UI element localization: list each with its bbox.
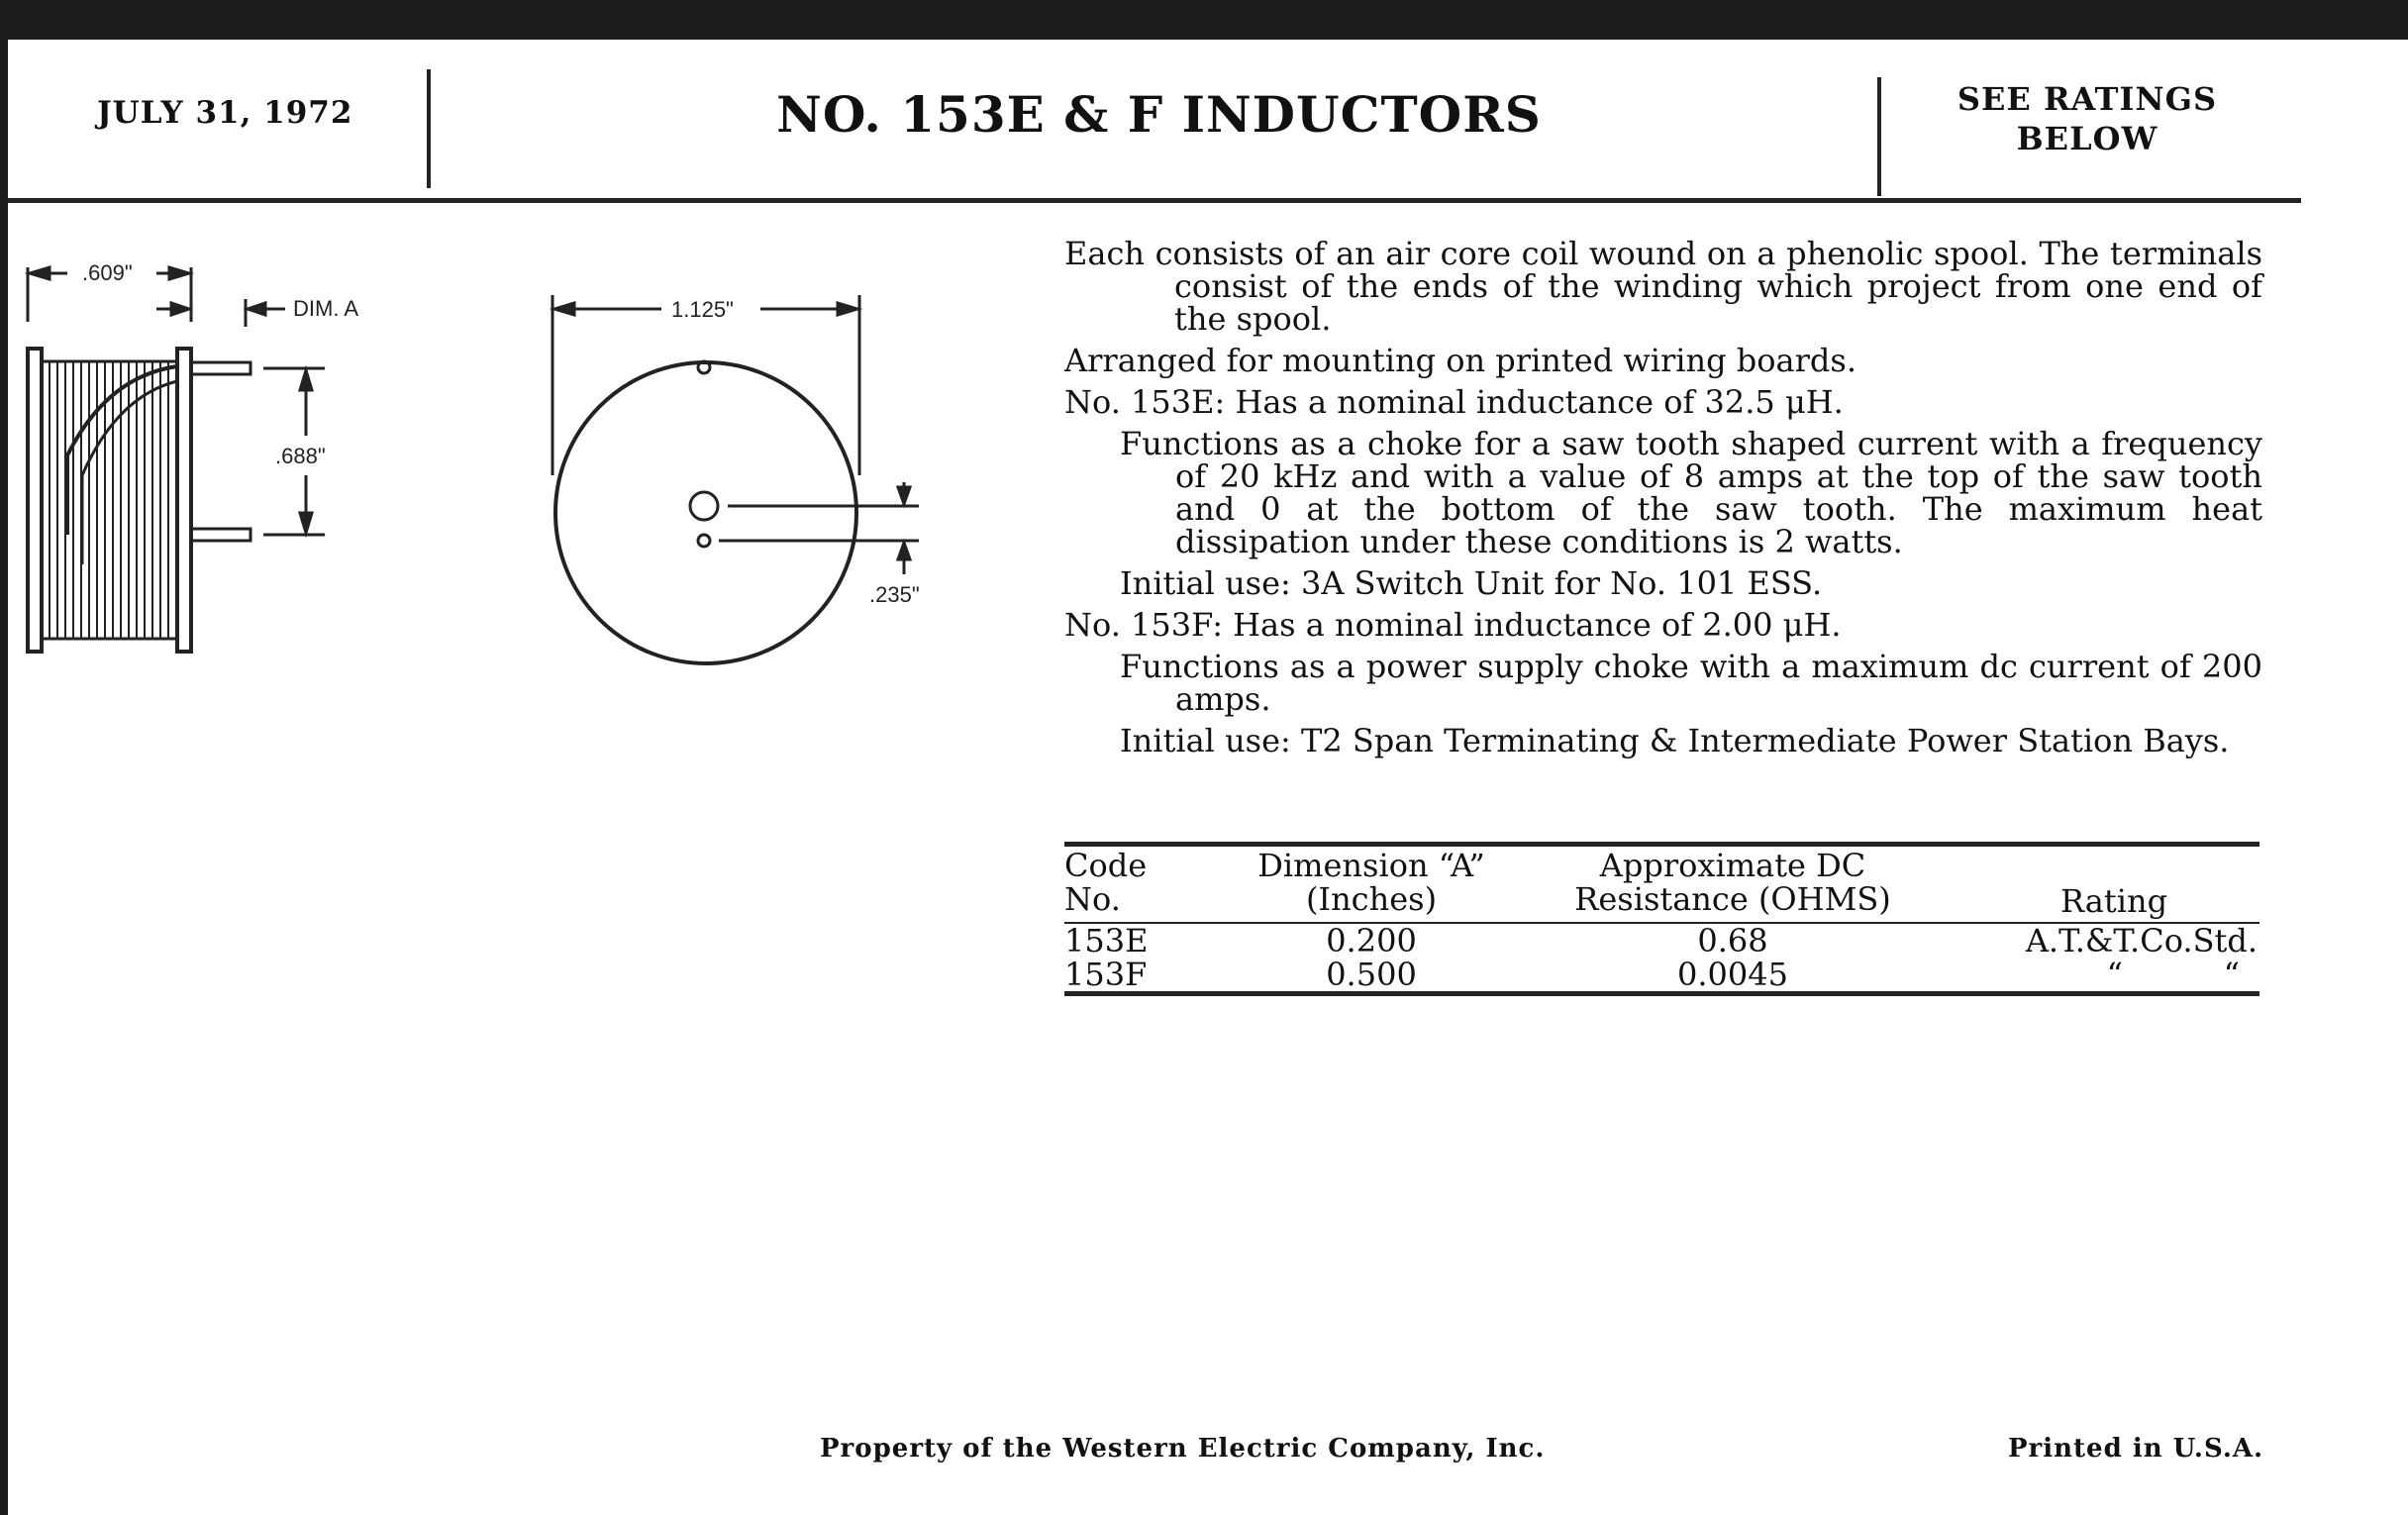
- page-title: NO. 153E & F INDUCTORS: [776, 85, 1542, 144]
- cell-rating: “ “: [2106, 956, 2240, 993]
- cell-code: 153F: [1064, 956, 1148, 993]
- cell-dimension: 0.200: [1326, 922, 1417, 960]
- ratings-line-2: BELOW: [2016, 120, 2158, 157]
- cell-resistance: 0.0045: [1677, 956, 1788, 993]
- desc-153e-use: Initial use: 3A Switch Unit for No. 101 ESS.: [1120, 564, 1823, 602]
- dim-diameter-label: 1.125": [671, 297, 734, 322]
- col-rating-header: Rating: [2059, 882, 2168, 920]
- header-text: No.: [1064, 880, 1121, 918]
- header-text: (Inches): [1305, 880, 1438, 918]
- description: [1064, 235, 2262, 766]
- header-text: Resistance (OHMS): [1574, 880, 1891, 918]
- dim-width-label: .609": [82, 260, 133, 285]
- col-code-header: [1064, 849, 1147, 916]
- header-text: Code: [1064, 847, 1148, 884]
- issue-date: JULY 31, 1972: [97, 95, 353, 131]
- desc-153f-function: Functions as a power supply choke with a maximum dc current of 200 amps.: [1120, 648, 2262, 718]
- cell-rating: A.T.&T.Co.Std.: [2025, 922, 2258, 960]
- table-row: [1064, 924, 2259, 958]
- table-row: [1064, 958, 2259, 991]
- desc-153f-use: Initial use: T2 Span Terminating & Intermediate Power Station Bays.: [1120, 722, 2230, 759]
- desc-mounting: Arranged for mounting on printed wiring boards.: [1064, 342, 1856, 379]
- dim-a-label: DIM. A: [293, 296, 359, 321]
- desc-construction: Each consists of an air core coil wound on a phenolic spool. The terminals consist of the ends of the winding which project from one end of the spool.: [1064, 235, 2262, 338]
- dim-height-label: .688": [275, 444, 326, 468]
- dim-offset-label: .235": [869, 582, 920, 607]
- header-text: Approximate DC: [1599, 847, 1866, 884]
- table-header: [1064, 847, 2259, 924]
- printed-notice: Printed in U.S.A.: [2008, 1434, 2264, 1464]
- header-text: Dimension “A”: [1257, 847, 1485, 884]
- desc-153f-inductance: No. 153F: Has a nominal inductance of 2.00 μH.: [1064, 606, 1842, 644]
- cell-resistance: 0.68: [1697, 922, 1768, 960]
- inductor-drawing: [8, 40, 998, 753]
- ratings-line-1: SEE RATINGS: [1956, 80, 2218, 118]
- property-notice: Property of the Western Electric Company, Inc.: [820, 1434, 1546, 1464]
- ratings-table: [1064, 842, 2259, 996]
- cell-code: 153E: [1064, 922, 1149, 960]
- cell-dimension: 0.500: [1326, 956, 1417, 993]
- header-divider: [1877, 77, 1881, 196]
- col-dimension-header: [1233, 849, 1510, 916]
- ratings-note: [1889, 79, 2285, 158]
- spec-sheet: [8, 40, 2408, 1515]
- col-resistance-header: [1550, 849, 1916, 916]
- desc-153e-function: Functions as a choke for a saw tooth shaped current with a frequency of 20 kHz and with a value of 8 amps at the top of the saw tooth and 0 at the bottom of the saw tooth. The maximum heat dissipation under these conditions is 2 watts.: [1120, 425, 2262, 560]
- desc-153e-inductance: No. 153E: Has a nominal inductance of 32.5 μH.: [1064, 383, 1844, 421]
